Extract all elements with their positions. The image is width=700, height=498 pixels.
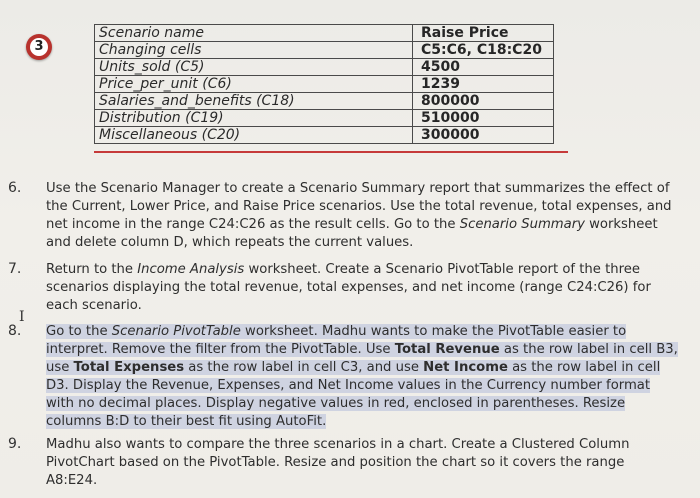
text-run: worksheet. Create a Scenario PivotTable report of the three scenarios displaying the total revenue, total expenses, and net income (range C24:C26) for each scenario. [46,262,651,313]
table-cell-label: Miscellaneous (C20) [95,127,413,144]
table-cell-label: Salaries_and_benefits (C18) [95,93,413,110]
step-text [46,261,678,315]
table-row [95,127,554,144]
italic-term: Scenario PivotTable [111,324,241,339]
step-number-badge [26,34,52,60]
table-cell-value: 4500 [413,59,554,76]
italic-term: Income Analysis [137,262,245,277]
table-cell-value: C5:C6, C18:C20 [413,42,554,59]
step-number: 7. [8,261,22,277]
step-number: 9. [8,436,22,452]
table-row [95,93,554,110]
scenario-table [94,24,554,144]
table-header-label: Scenario name [95,25,413,42]
table-cell-value: 800000 [413,93,554,110]
table-row [95,42,554,59]
text-run: as the row label in cell B3, use [46,342,678,375]
bold-term: Total Revenue [394,342,500,357]
text-run: worksheet. Madhu wants to make the PivotTable easier to interpret. Remove the filter from the PivotTable. Use [46,324,627,357]
step-text [46,180,678,252]
text-run: as the row label in cell D3. Display the Revenue, Expenses, and Net Income values in the Currency number format with no decimal places. Display negative values in red, enclosed in parentheses. Resize columns B:D to their best fit using AutoFit. [46,360,661,429]
table-cell-label: Distribution (C19) [95,110,413,127]
highlighted-text [46,324,678,429]
table-cell-label: Units_sold (C5) [95,59,413,76]
step-number: 6. [8,180,22,196]
table-underline-divider [94,151,568,153]
table-header-value: Raise Price [413,25,554,42]
table-cell-value: 300000 [413,127,554,144]
step-number: 8. [8,323,22,339]
text-run: as the row label in cell C3, and use [184,360,424,375]
text-run: Use the Scenario Manager to create a Scenario Summary report that summarizes the effect of the Current, Lower Price, and Raise Price scenarios. Use the total revenue, total expenses, and net income in the range C24:C26 as the result cells. Go to the [46,181,672,232]
bold-term: Total Expenses [73,360,185,375]
table-cell-value: 1239 [413,76,554,93]
bold-term: Net Income [423,360,508,375]
text-cursor-icon: I [19,309,25,325]
step-text [46,323,678,431]
table-header-row [95,25,554,42]
italic-term: Scenario Summary [459,217,585,232]
table-cell-label: Changing cells [95,42,413,59]
table-row [95,110,554,127]
table-cell-value: 510000 [413,110,554,127]
text-run: Go to the [46,324,112,339]
text-run: worksheet and delete column D, which repeats the current values. [46,217,658,250]
table-row [95,59,554,76]
text-run: Return to the [46,262,138,277]
table-cell-label: Price_per_unit (C6) [95,76,413,93]
step-number-badge-label: 3 [30,38,48,56]
table-row [95,76,554,93]
text-run: Madhu also wants to compare the three scenarios in a chart. Create a Clustered Column PivotChart based on the PivotTable. Resize and position the chart so it covers the range A8:E24. [46,437,630,488]
step-text [46,436,678,490]
